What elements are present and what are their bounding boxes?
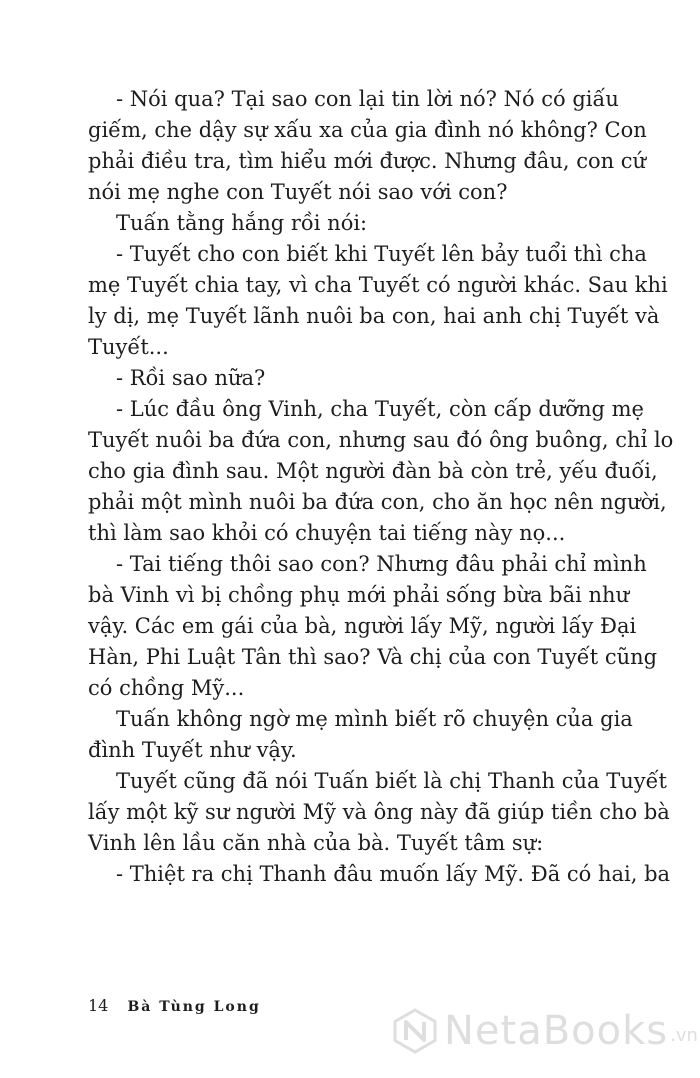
text-line: nói mẹ nghe con Tuyết nói sao với con? (88, 180, 508, 204)
text-line: phải điều tra, tìm hiểu mới được. Nhưng đâu, con cứ (88, 149, 647, 173)
text-line: Hàn, Phi Luật Tân thì sao? Và chị của con Tuyết cũng (88, 645, 658, 669)
paragraph (88, 859, 671, 890)
text-line: Tuyết cũng đã nói Tuấn biết là chị Thanh của Tuyết (116, 769, 667, 793)
text-line: ly dị, mẹ Tuyết lãnh nuôi ba con, hai anh chị Tuyết và (88, 304, 660, 328)
author-name: Bà Tùng Long (127, 999, 261, 1015)
paragraph (88, 208, 608, 239)
text-line: - Tai tiếng thôi sao con? Nhưng đâu phải chỉ mình (116, 552, 647, 576)
paragraph (88, 363, 608, 394)
page-footer (88, 996, 261, 1017)
page-body-text (88, 84, 674, 890)
text-line: Vinh lên lầu căn nhà của bà. Tuyết tâm sự: (88, 831, 544, 855)
text-line: đình Tuyết như vậy. (88, 738, 297, 762)
text-line: Tuấn tằng hắng rồi nói: (116, 211, 368, 235)
watermark-text: NetaBooks (444, 1008, 669, 1054)
paragraph (88, 766, 670, 859)
text-line: thì làm sao khỏi có chuyện tai tiếng này nọ... (88, 521, 566, 545)
text-line: - Rồi sao nữa? (116, 366, 266, 390)
netabooks-logo-icon (392, 1008, 438, 1054)
text-line: có chồng Mỹ... (88, 676, 245, 700)
paragraph (88, 84, 647, 208)
paragraph (88, 549, 658, 704)
text-line: Tuấn không ngờ mẹ mình biết rõ chuyện của gia (116, 707, 633, 731)
text-line: - Thiệt ra chị Thanh đâu muốn lấy Mỹ. Đã có hai, ba (116, 862, 671, 886)
text-line: - Nói qua? Tại sao con lại tin lời nó? Nó có giấu (116, 87, 619, 111)
text-line: vậy. Các em gái của bà, người lấy Mỹ, người lấy Đại (88, 614, 637, 638)
text-line: mẹ Tuyết chia tay, vì cha Tuyết có người khác. Sau khi (88, 273, 668, 297)
text-line: giếm, che dậy sự xấu xa của gia đình nó không? Con (88, 118, 647, 142)
watermark (392, 1008, 698, 1054)
text-line: - Lúc đầu ông Vinh, cha Tuyết, còn cấp dưỡng mẹ (116, 397, 644, 421)
text-line: cho gia đình sau. Một người đàn bà còn trẻ, yếu đuối, (88, 459, 658, 483)
text-line: phải một mình nuôi ba đứa con, cho ăn học nên người, (88, 490, 667, 514)
watermark-suffix: .vn (670, 1025, 698, 1046)
paragraph (88, 239, 668, 363)
paragraph (88, 704, 633, 766)
text-line: Tuyết nuôi ba đứa con, nhưng sau đó ông buông, chỉ lo (88, 428, 674, 452)
paragraph (88, 394, 674, 549)
page-number: 14 (88, 996, 109, 1015)
text-line: Tuyết... (88, 335, 169, 359)
text-line: - Tuyết cho con biết khi Tuyết lên bảy tuổi thì cha (116, 242, 647, 266)
text-line: bà Vinh vì bị chồng phụ mới phải sống bừa bãi như (88, 583, 630, 607)
text-line: lấy một kỹ sư người Mỹ và ông này đã giúp tiền cho bà (88, 800, 670, 824)
